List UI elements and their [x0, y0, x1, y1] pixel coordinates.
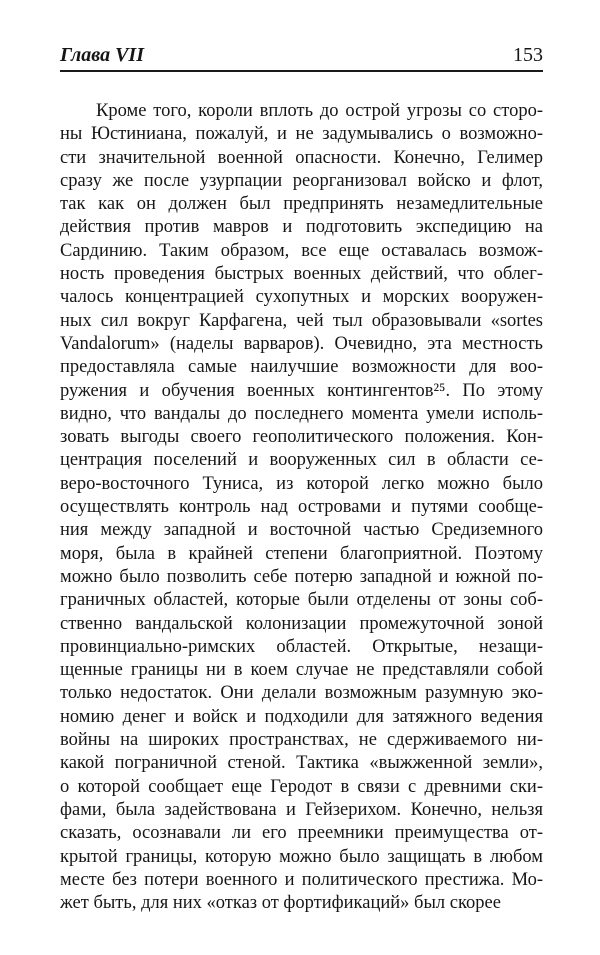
text-line: Vandalorum» (наделы варваров). Очевидно, эта местность [60, 333, 543, 354]
text-line: сти значительной военной опасности. Конечно, Гелимер [60, 147, 543, 168]
text-line: видно, что вандалы до последнего момента умели исполь- [60, 403, 543, 424]
text-line: центрация поселений и вооруженных сил в области се- [60, 450, 543, 471]
text-line: так как он должен был предпринять незамедлительные [60, 194, 543, 215]
text-line: щенные границы ни в коем случае не представляли собой [60, 660, 543, 681]
text-line: жет быть, для них «отказ от фортификаций» был скорее [60, 893, 501, 914]
text-line: чалось концентрацией сухопутных и морских вооружен- [60, 287, 543, 308]
text-line: ных сил вокруг Карфагена, чей тыл образовывали «sortes [60, 310, 543, 331]
text-line: фами, была задействована и Гейзерихом. Конечно, нельзя [60, 799, 543, 820]
text-line: ния между западной и восточной частью Средиземного [60, 520, 543, 541]
text-line: провинциально-римских областей. Открытые, незащи- [60, 636, 543, 657]
text-line: какой пограничной стеной. Тактика «выжженной земли», [60, 753, 543, 774]
text-line: номию денег и войск и подходили для затяжного ведения [60, 706, 543, 727]
page-number: 153 [513, 44, 543, 66]
text-line: сказать, осознавали ли его преемники преимущества от- [60, 823, 543, 844]
text-line: месте без потери военного и политического престижа. Мо- [60, 869, 543, 890]
text-line: граничных областей, которые были отделены от зоны соб- [60, 590, 543, 611]
text-line: зовать выгоды своего геополитического положения. Кон- [60, 427, 543, 448]
text-line: Сардинию. Таким образом, все еще оставалась возмож- [60, 240, 543, 261]
text-line: ны Юстиниана, пожалуй, и не задумывались о возможно- [60, 124, 543, 145]
text-line: только недостаток. Они делали возможным разумную эко- [60, 683, 543, 704]
text-line: крытой границы, которую можно было защищать в любом [60, 846, 543, 867]
text-line: осуществлять контроль над островами и путями сообще- [60, 497, 543, 518]
chapter-title: Глава VII [60, 44, 144, 66]
text-line: Кроме того, короли вплоть до острой угрозы со сторо- [96, 101, 543, 121]
text-line: можно было позволить себе потерю западной и южной по- [60, 566, 543, 587]
text-line: веро-восточного Туниса, из которой легко можно было [60, 473, 543, 494]
text-line: предоставляла самые наилучшие возможности для воо- [60, 357, 543, 378]
header-rule [60, 70, 543, 72]
text-line: о которой сообщает еще Геродот в связи с древними ски- [60, 776, 543, 797]
text-line: моря, была в крайней степени благоприятной. Поэтому [60, 543, 543, 564]
text-line: ность проведения быстрых военных действий, что облег- [60, 264, 543, 285]
text-line: действия против мавров и подготовить экспедицию на [60, 217, 543, 238]
running-head [60, 42, 543, 72]
body-text [60, 100, 543, 915]
text-line: сразу же после узурпации реорганизовал войско и флот, [60, 170, 543, 191]
text-line: ственно вандальской колонизации промежуточной зоной [60, 613, 543, 634]
text-line: ружения и обучения военных контингентов²⁵. По этому [60, 380, 543, 401]
text-line: войны на широких пространствах, не сдерживаемого ни- [60, 730, 543, 751]
